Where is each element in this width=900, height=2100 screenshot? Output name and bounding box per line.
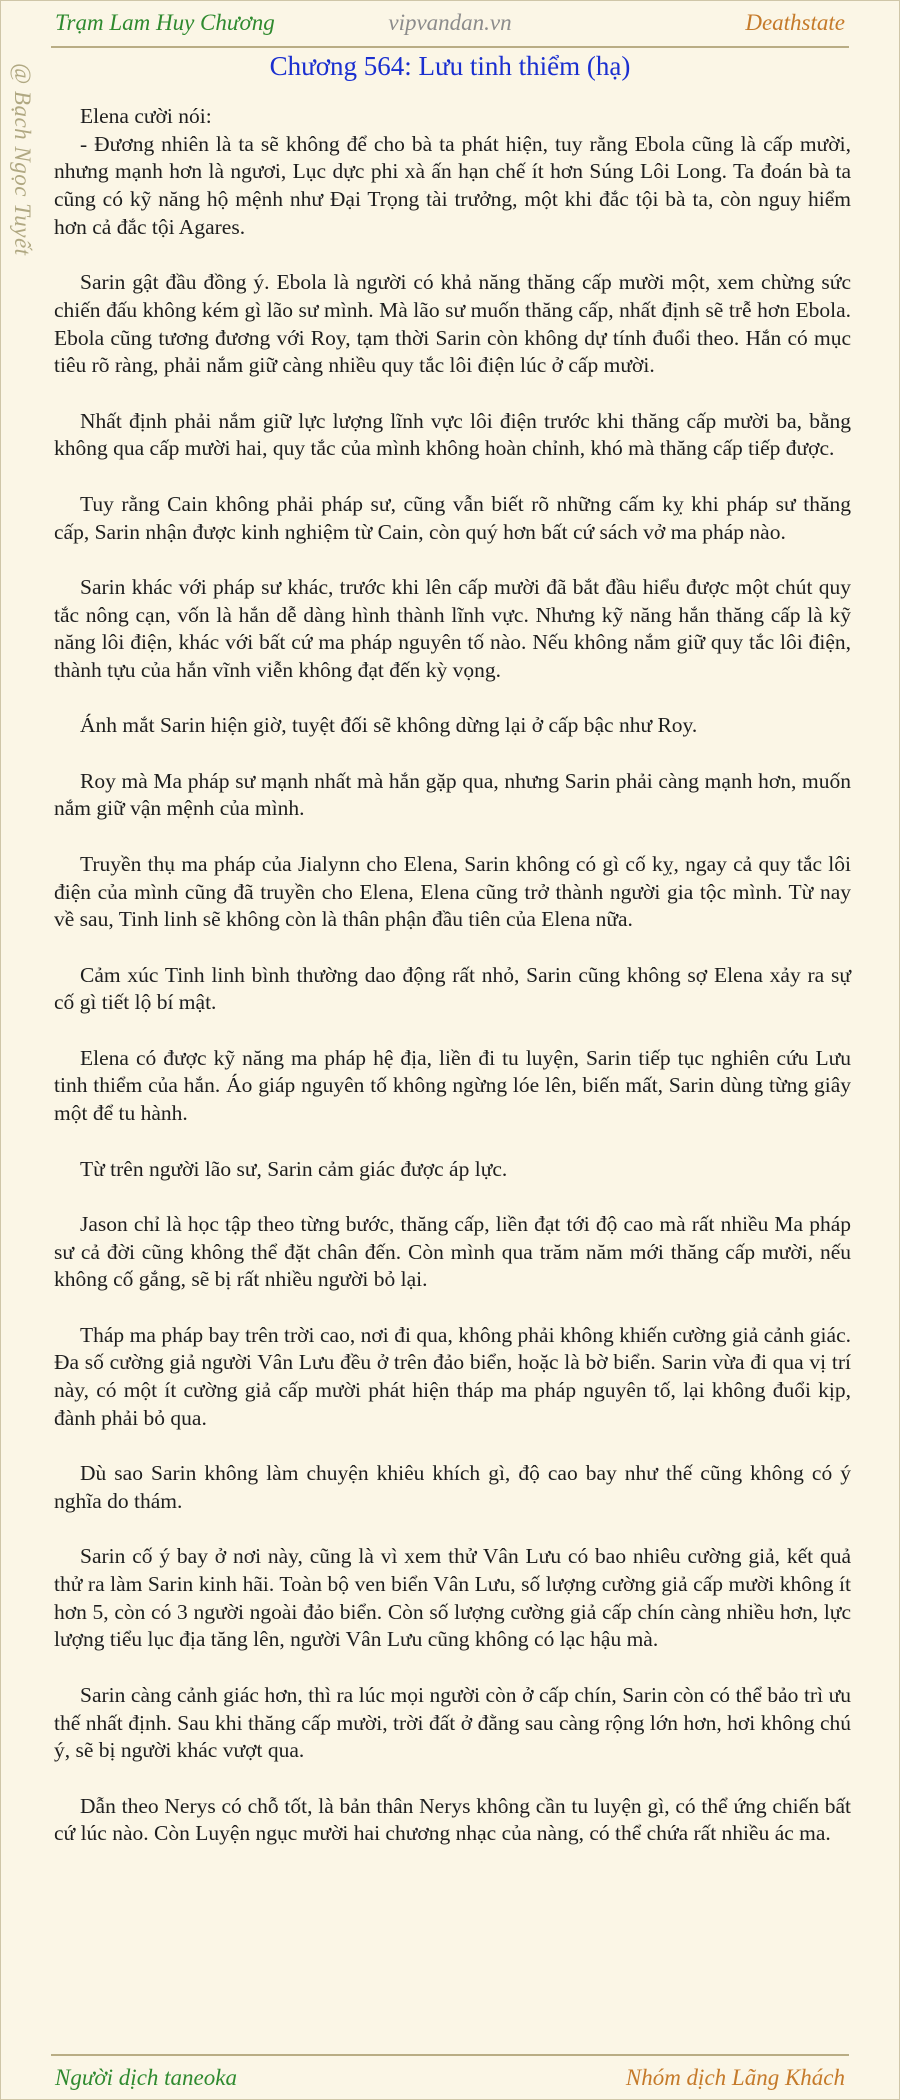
paragraph: Dẫn theo Nerys có chỗ tốt, là bản thân Nerys không cần tu luyện gì, có thể ứng chiến bất cứ lúc nào. Còn Luyện ngục mười hai chương nhạc của nàng, có thể chứa rất nhiều ác ma. — [54, 1793, 851, 1846]
paragraph: Elena cười nói: — [80, 104, 212, 128]
paragraph: Cảm xúc Tinh linh bình thường dao động rất nhỏ, Sarin cũng không sợ Elena xảy ra sự cố gì tiết lộ bí mật. — [54, 962, 851, 1015]
paragraph: Ánh mắt Sarin hiện giờ, tuyệt đối sẽ không dừng lại ở cấp bậc như Roy. — [80, 713, 698, 738]
header-domain: vipvandan.vn — [388, 10, 512, 35]
chapter-title: Chương 564: Lưu tinh thiểm (hạ) — [269, 51, 631, 81]
footer-translator: Người dịch taneoka — [55, 2065, 237, 2090]
paragraph: Truyền thụ ma pháp của Jialynn cho Elena, Sarin không có gì cố kỵ, ngay cả quy tắc lôi điện của mình cũng đã truyền cho Elena, Elena cũng trở thành người gia tộc mình. Từ nay về sau, Tinh linh sẽ không còn là thân phận đầu tiên của Elena nữa. — [54, 851, 851, 932]
page-footer — [51, 2054, 849, 2100]
footer-group: Nhóm dịch Lãng Khách — [625, 2065, 845, 2090]
header-site-name: Trạm Lam Huy Chương — [55, 10, 275, 35]
chapter-body — [54, 103, 851, 1876]
paragraph: Từ trên người lão sư, Sarin cảm giác được áp lực. — [80, 1156, 508, 1181]
header-author: Deathstate — [745, 10, 845, 35]
paragraph: - Đương nhiên là ta sẽ không để cho bà ta phát hiện, tuy rằng Ebola cũng là cấp mười, nhưng mạnh hơn là ngươi, Lục dực phi xà ấn hạn chế ít hơn Súng Lôi Long. Ta đoán bà ta cũng có kỹ năng hộ mệnh như Đại Trọng tài trưởng, một khi đắc tội bà ta, còn nguy hiểm hơn cả đắc tội Agares. — [54, 131, 851, 239]
paragraph: Sarin khác với pháp sư khác, trước khi lên cấp mười đã bắt đầu hiểu được một chút quy tắc nông cạn, vốn là hắn dễ dàng hình thành lĩnh vực. Nhưng kỹ năng hắn thăng cấp là kỹ năng lôi điện, khác với bất cứ ma pháp nguyên tố nào. Nếu không nắm giữ quy tắc lôi điện, thành tựu của hắn vĩnh viễn không đạt đến kỳ vọng. — [54, 574, 851, 682]
paragraph: Sarin càng cảnh giác hơn, thì ra lúc mọi người còn ở cấp chín, Sarin còn có thể bảo trì ưu thế nhất định. Sau khi thăng cấp mười, trời đất ở đằng sau càng rộng lớn hơn, hơi không chú ý, sẽ bị người khác vượt qua. — [54, 1682, 851, 1763]
paragraph: Roy mà Ma pháp sư mạnh nhất mà hắn gặp qua, nhưng Sarin phải càng mạnh hơn, muốn nắm giữ vận mệnh của mình. — [54, 768, 851, 821]
paragraph: Nhất định phải nắm giữ lực lượng lĩnh vực lôi điện trước khi thăng cấp mười ba, bằng không qua cấp mười hai, quy tắc của mình không hoàn chỉnh, khó mà thăng cấp tiếp được. — [54, 408, 851, 461]
paragraph: Sarin gật đầu đồng ý. Ebola là người có khả năng thăng cấp mười một, xem chừng sức chiến đấu không kém gì lão sư mình. Mà lão sư muốn thăng cấp, nhất định sẽ trễ hơn Ebola. Ebola cũng tương đương với Roy, tạm thời Sarin còn không dự tính đuổi theo. Hắn có mục tiêu rõ ràng, phải nắm giữ càng nhiều quy tắc lôi điện lúc ở cấp mười. — [54, 270, 851, 378]
side-watermark: @ Bạch Ngọc Tuyết — [10, 63, 35, 256]
paragraph: Elena có được kỹ năng ma pháp hệ địa, liền đi tu luyện, Sarin tiếp tục nghiên cứu Lưu tinh thiểm của hắn. Áo giáp nguyên tố không ngừng lóe lên, biến mất, Sarin dùng từng giây một để tu hành. — [54, 1045, 851, 1126]
paragraph: Sarin cố ý bay ở nơi này, cũng là vì xem thử Vân Lưu có bao nhiêu cường giả, kết quả thử ra làm Sarin kinh hãi. Toàn bộ ven biển Vân Lưu, số lượng cường giả cấp mười không ít hơn 5, còn có 3 người ngoài đảo biển. Còn số lượng cường giả cấp chín càng nhiều hơn, lực lượng tiểu lục địa tăng lên, người Vân Lưu cũng không có lạc hậu mà. — [54, 1544, 851, 1652]
paragraph: Tháp ma pháp bay trên trời cao, nơi đi qua, không phải không khiến cường giả cảnh giác. Đa số cường giả người Vân Lưu đều ở trên đảo biển, hoặc là bờ biển. Sarin vừa đi qua vị trí này, có một ít cường giả cấp mười phát hiện tháp ma pháp nguyên tố, lại không đuổi kịp, đành phải bỏ qua. — [54, 1322, 851, 1430]
page-header — [51, 1, 849, 48]
paragraph: Dù sao Sarin không làm chuyện khiêu khích gì, độ cao bay như thế cũng không có ý nghĩa do thám. — [54, 1461, 851, 1513]
paragraph: Jason chỉ là học tập theo từng bước, thăng cấp, liền đạt tới độ cao mà rất nhiều Ma pháp sư cả đời cũng không thể đặt chân đến. Còn mình qua trăm năm mới thăng cấp mười, nếu không cố gắng, sẽ bị rất nhiều người bỏ lại. — [54, 1211, 851, 1292]
paragraph: Tuy rằng Cain không phải pháp sư, cũng vẫn biết rõ những cấm kỵ khi pháp sư thăng cấp, Sarin nhận được kinh nghiệm từ Cain, còn quý hơn bất cứ sách vở ma pháp nào. — [54, 491, 851, 544]
